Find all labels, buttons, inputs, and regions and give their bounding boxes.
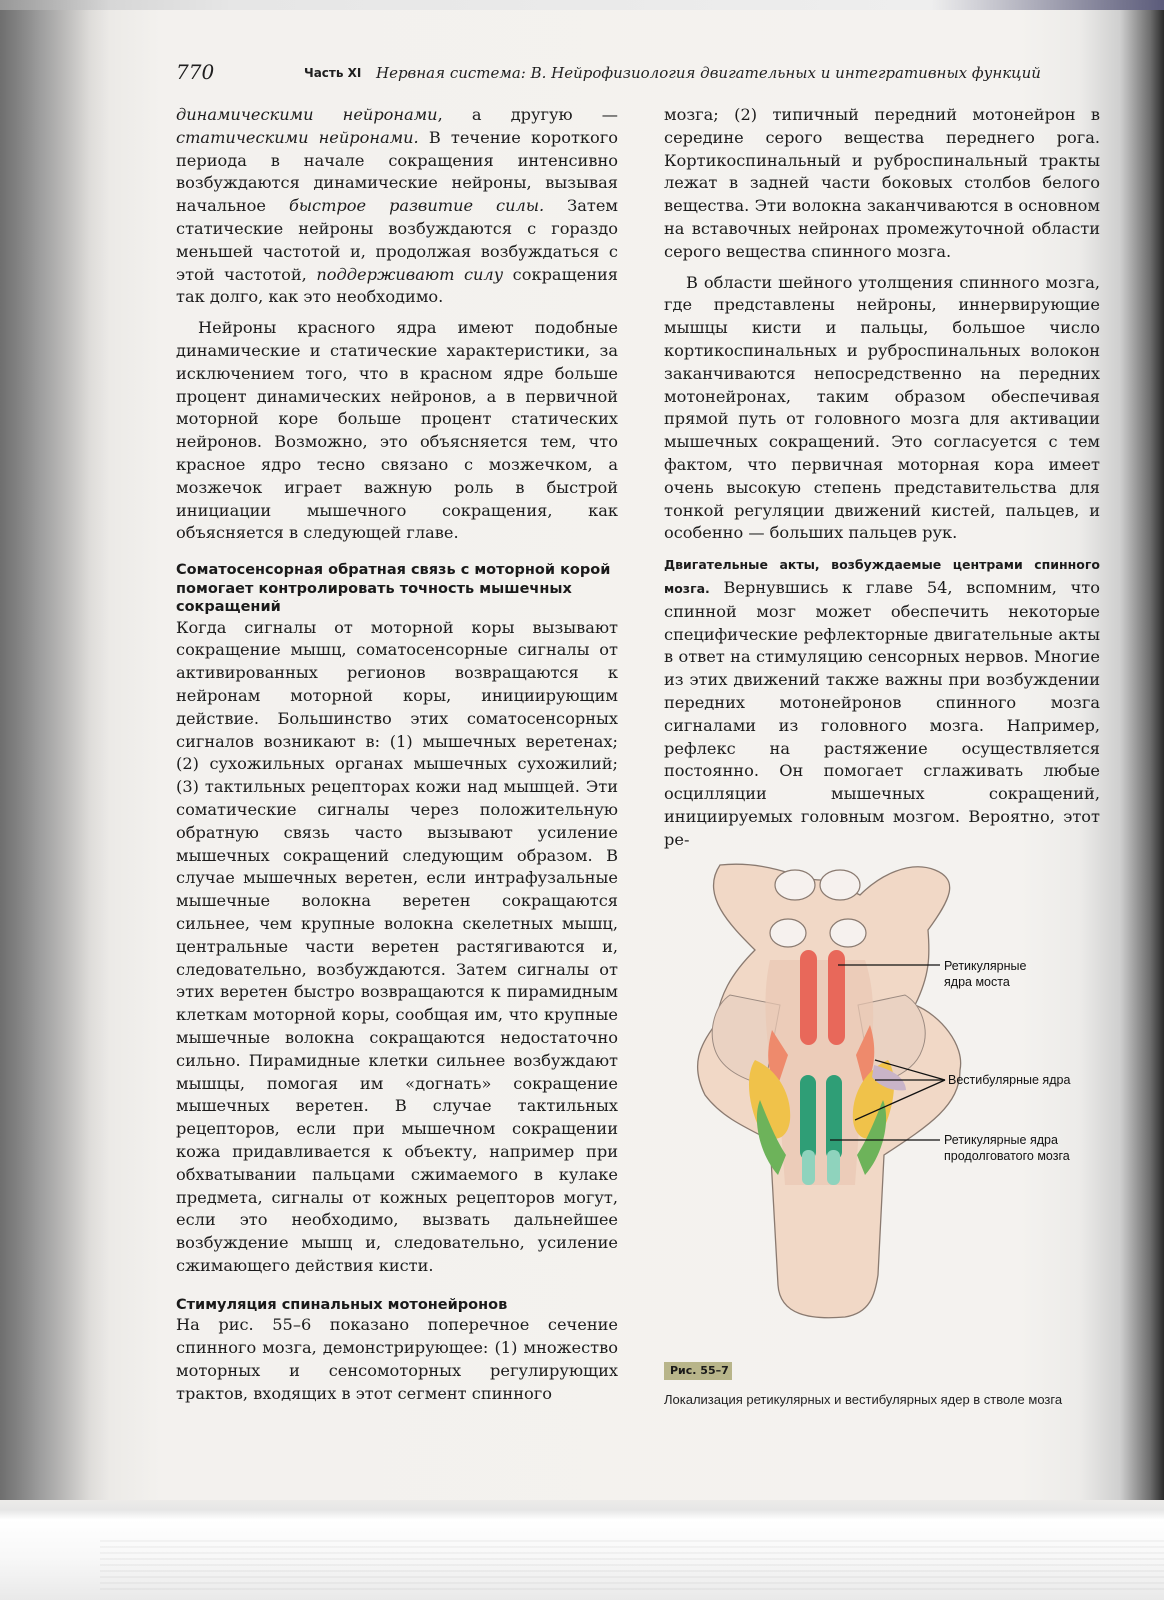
paragraph-somatosensory: Когда сигналы от моторной коры вызывают сокращение мышц, соматосенсорные сигналы от активированных регионов возвращаются к нейронам моторной коры, инициирующим действие. Большинство этих соматосенсорных сигналов возникают в: (1) мышечных веретенах; (2) сухожильных органах мышечных сухожилий; (3) тактильных рецепторах кожи над мышцей. Эти соматические сигналы через положительную обратную связь часто вызывают усиление мышечных сокращений следующим образом. В случае мышечных веретен, если интрафузальные мышечные волокна веретен сокращаются сильнее, чем крупные волокна скелетных мышц, центральные части веретен растягиваются и, следовательно, возбуждаются. Затем сигналы от этих веретен быстро возвращаются к пирамидным клеткам моторной коры, сообщая им, что крупные мышечные волокна сокращаются недостаточно сильно. Пирамидные клетки сильнее возбуждают мышцы, помогая им «догнать» сокращение мышечных веретен. В случае тактильных рецепторов, если при мышечном сокращении кожа придавливается к объекту, например при обхватывании пальцами сжимаемого в кулаке предмета, сигналы от кожных рецепторов могут, если это необходимо, вызвать дальнейшее возбуждение мышц и, следовательно, усиление сжимающего действия кисти.: [176, 617, 618, 1275]
label-reticular-pons: Ретикулярные ядра моста: [944, 959, 1027, 989]
paragraph-motor-acts: Двигательные акты, возбуждаемые центрами спинного мозга. Вернувшись к главе 54, вспомним, что спинной мозг может обеспечить некоторые специфические рефлекторные двигательные акты в ответ на стимуляцию сенсорных нервов. Многие из этих движений также важны при возбуждении передних мотонейронов спинного мозга сигналами из головного мозга. Например, рефлекс на растяжение осуществляется постоянно. Он помогает сглаживать любые осцилляции мышечных сокращений, инициируемых головным мозгом. Вероятно, этот ре-: [664, 557, 1100, 849]
section-heading-spinal-motoneurons: Стимуляция спинальных мотонейронов: [176, 1296, 508, 1313]
right-column: [664, 104, 1100, 852]
reticular-medulla-left: [800, 1075, 816, 1160]
part-label: Часть XI: [304, 66, 362, 80]
runin-heading: Двигательные акты, возбуждаемые центрами спинного мозга.: [664, 557, 1100, 596]
paragraph-red-nucleus: Нейроны красного ядра имеют подобные динамические и статические характеристики, за исключением того, что в красном ядре больше процент динамических нейронов, а в первичной моторной коре больше процент статических нейронов. Возможно, это объясняется тем, что красное ядро тесно связано с мозжечком, а мозжечок играет важную роль в быстрой инициации мышечного сокращения, как объясняется в следующей главе.: [176, 318, 618, 543]
colliculus-inferior-right: [830, 919, 866, 947]
section-heading-somatosensory: Соматосенсорная обратная связь с моторной корой помогает контролировать точность мышечных сокращений: [176, 562, 611, 616]
paragraph-cervical: В области шейного утолщения спинного мозга, где представлены нейроны, иннервирующие мышцы кисти и пальцы, большое число кортикоспинальных и руброспинальных волокон заканчиваются непосредственно на передних мотонейронах, таким образом обеспечивая прямой путь от головного мозга для активации мышечных сокращений. Это согласуется с тем фактом, что первичная моторная кора имеет очень высокую степень представительства для тонкой регуляции движений кистей, пальцев, и особенно — больших пальцев рук.: [664, 272, 1100, 543]
left-column: [176, 104, 618, 1405]
colliculus-left: [775, 870, 815, 900]
paragraph-motoneuron: мозга; (2) типичный передний мотонейрон в середине серого вещества переднего рога. Кортикоспинальный и руброспинальный тракты лежат в задней части боковых столбов белого вещества. Эти волокна заканчиваются в основном на вставочных нейронах промежуточной области серого вещества спинного мозга.: [664, 105, 1100, 261]
brainstem-figure: [660, 855, 1100, 1330]
figure-caption: Локализация ретикулярных и вестибулярных ядер в стволе мозга: [664, 1392, 1063, 1407]
label-reticular-medulla: Ретикулярные ядра продолговатого мозга: [944, 1133, 1070, 1163]
reticular-pons-right: [828, 950, 845, 1045]
page-number: 770: [176, 60, 215, 84]
label-vestibular-nuclei: Вестибулярные ядра: [948, 1073, 1071, 1087]
paragraph-spinal-section: На рис. 55–6 показано поперечное сечение спинного мозга, демонстрирующее: (1) множество моторных и сенсомоторных регулирующих трактов, входящих в этот сегмент спинного: [176, 1315, 618, 1403]
running-header: [176, 60, 1056, 88]
chapter-title: Нервная система: В. Нейрофизиология двигательных и интегративных функций: [376, 64, 1041, 82]
reticular-medulla-right: [826, 1075, 842, 1160]
reticular-pons-left: [800, 950, 817, 1045]
colliculus-right: [820, 870, 860, 900]
colliculus-inferior-left: [770, 919, 806, 947]
paragraph-dynamic-neurons: динамическими нейронами, а другую — статическими нейронами. В течение короткого периода в начале сокращения интенсивно возбуждаются динамические нейроны, вызывая начальное быстрое развитие силы. Затем статические нейроны возбуждаются с гораздо меньшей частотой и, продолжая возбуждаться с этой частотой, поддерживают силу сокращения так долго, как это необходимо.: [176, 105, 618, 307]
figure-number: Рис. 55–7: [664, 1362, 732, 1380]
